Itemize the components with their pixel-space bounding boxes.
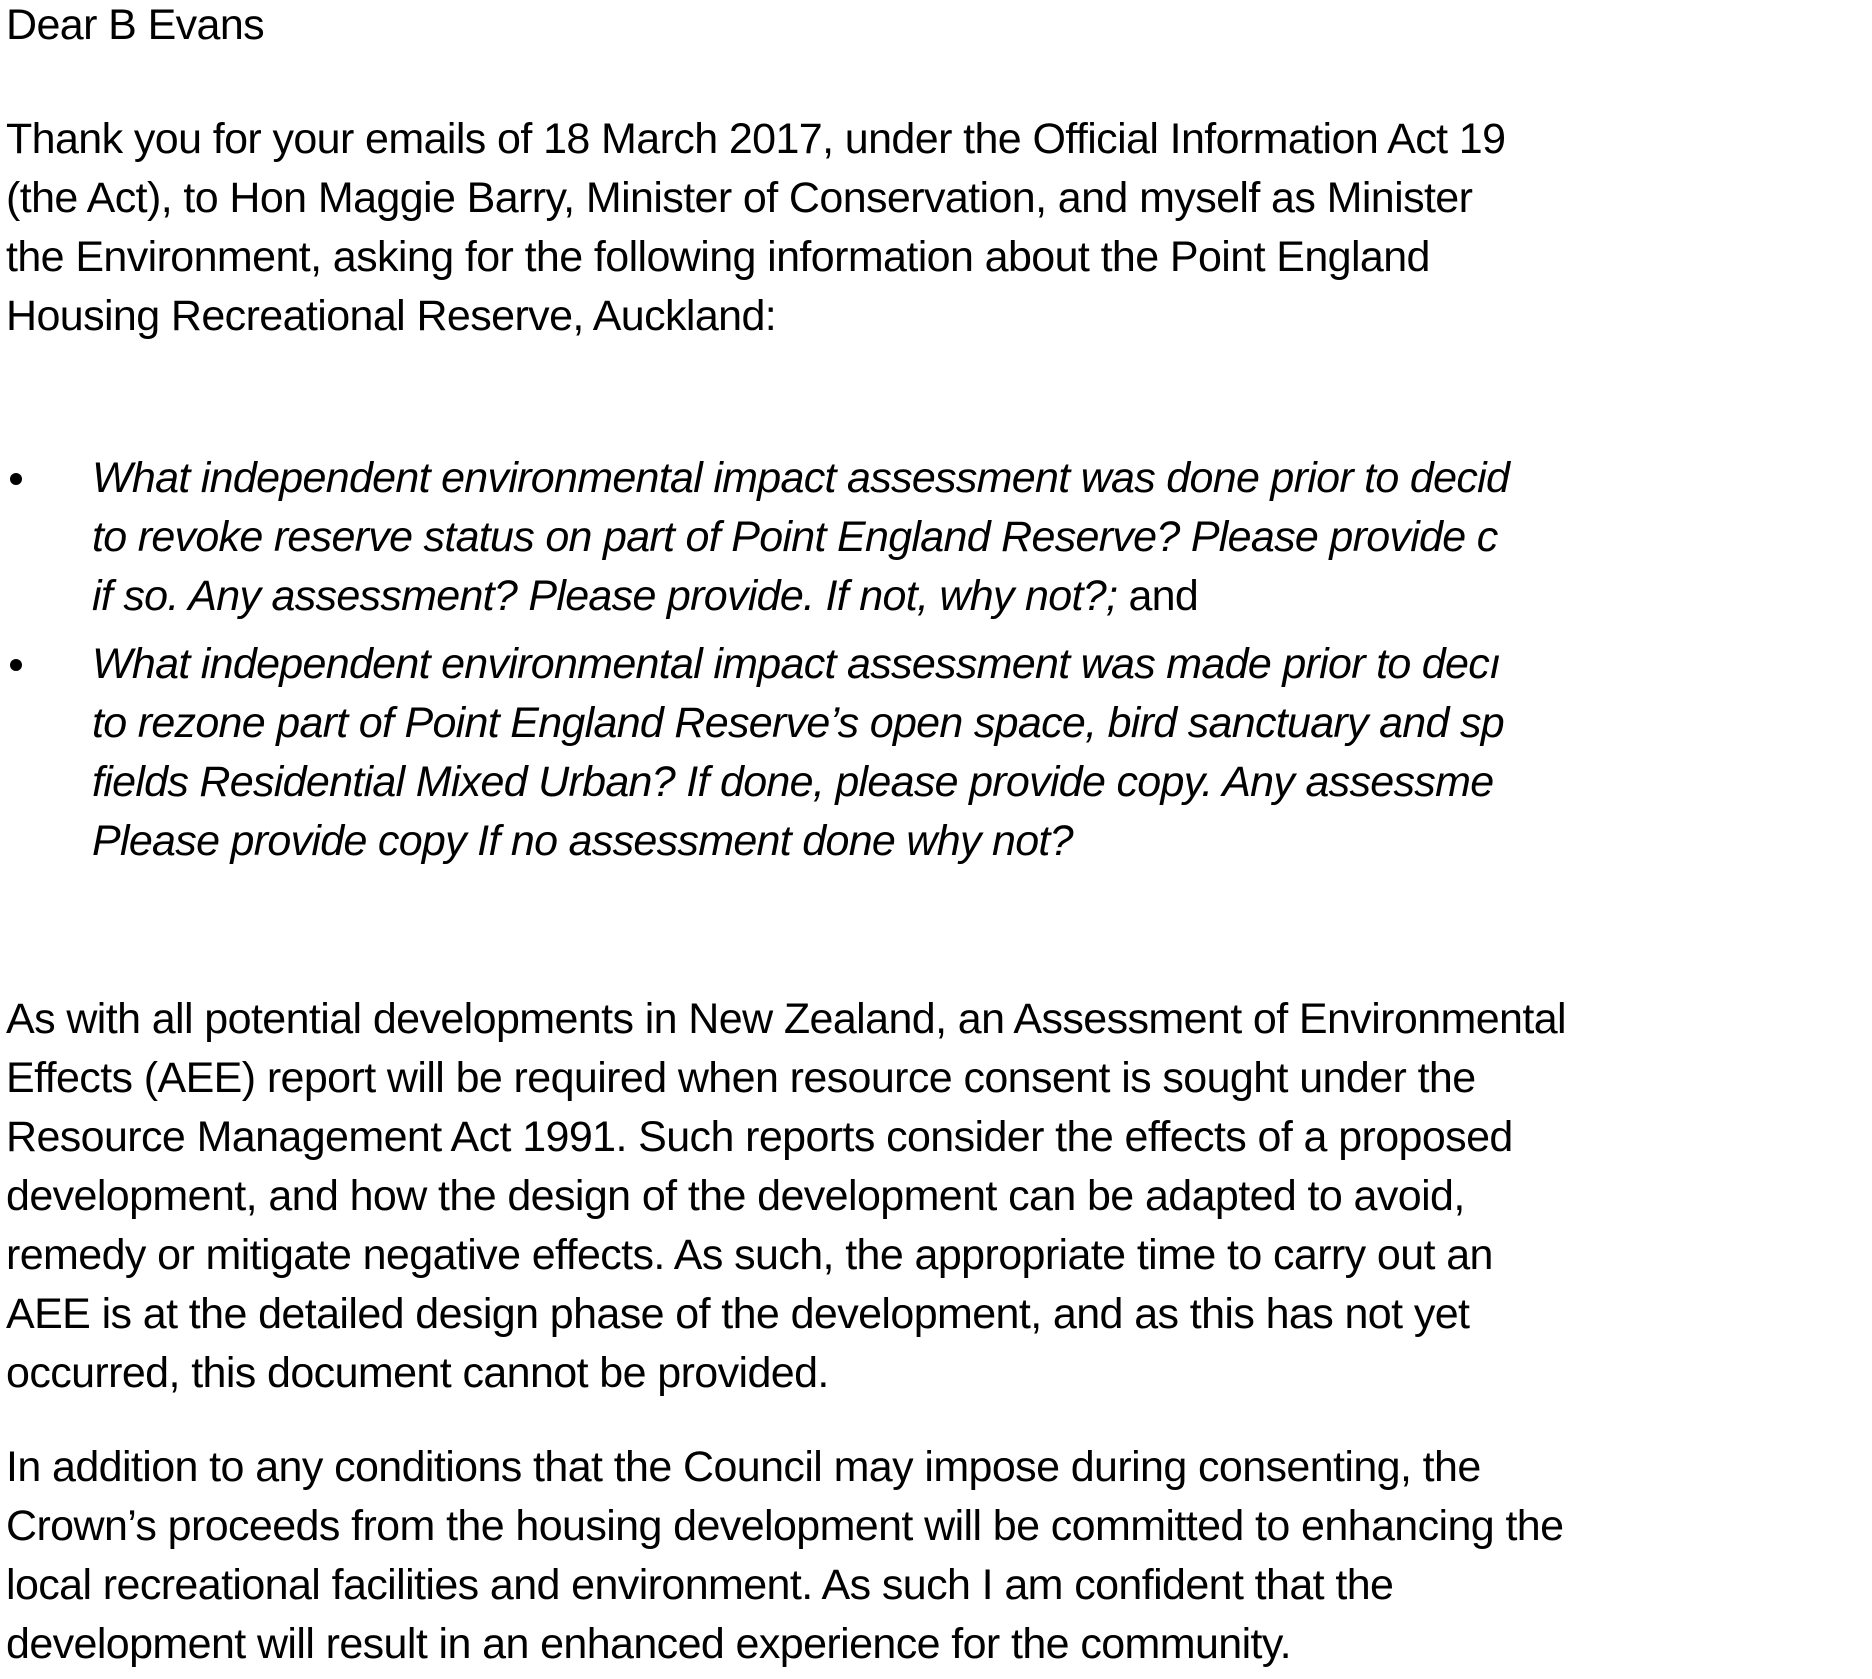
- aee-paragraph: [6, 990, 1566, 1403]
- addition-paragraph: [6, 1438, 1563, 1674]
- request-text: [92, 449, 1509, 626]
- intro-line: Housing Recreational Reserve, Auckland:: [6, 292, 777, 340]
- aee-line: As with all potential developments in New Zealand, an Assessment of Environmental: [6, 995, 1566, 1043]
- addition-line: local recreational facilities and environment. As such I am confident that the: [6, 1561, 1394, 1609]
- intro-line: (the Act), to Hon Maggie Barry, Minister of Conservation, and myself as Minister: [6, 174, 1473, 222]
- aee-line: Effects (AEE) report will be required when resource consent is sought under the: [6, 1054, 1476, 1102]
- request-item: [0, 449, 1509, 626]
- request-line: What independent environmental impact assessment was done prior to decid: [92, 454, 1510, 502]
- request-conjunction: and: [1117, 572, 1199, 620]
- addition-line: In addition to any conditions that the Council may impose during consenting, the: [6, 1443, 1481, 1491]
- intro-line: the Environment, asking for the following information about the Point England: [6, 233, 1430, 281]
- bullet-icon: [10, 473, 22, 485]
- aee-line: Resource Management Act 1991. Such reports consider the effects of a proposed: [6, 1113, 1513, 1161]
- intro-line: Thank you for your emails of 18 March 2017, under the Official Information Act 19: [6, 115, 1506, 163]
- bullet-icon: [10, 659, 22, 671]
- request-line: to revoke reserve status on part of Point England Reserve? Please provide c: [92, 513, 1498, 561]
- request-line: to rezone part of Point England Reserve’s open space, bird sanctuary and sp: [92, 699, 1504, 747]
- addition-line: Crown’s proceeds from the housing development will be committed to enhancing the: [6, 1502, 1564, 1550]
- addition-line: development will result in an enhanced experience for the community.: [6, 1620, 1291, 1668]
- request-line: if so. Any assessment? Please provide. If not, why not?;: [92, 572, 1118, 620]
- aee-line: AEE is at the detailed design phase of the development, and as this has not yet: [6, 1290, 1470, 1338]
- request-line: fields Residential Mixed Urban? If done, please provide copy. Any assessme: [92, 758, 1494, 806]
- request-item: [0, 635, 1509, 871]
- aee-line: development, and how the design of the development can be adapted to avoid,: [6, 1172, 1465, 1220]
- intro-paragraph: [6, 110, 1505, 346]
- request-line: What independent environmental impact assessment was made prior to decı: [92, 640, 1501, 688]
- salutation: Dear B Evans: [6, 1, 265, 49]
- request-text: [92, 635, 1509, 871]
- request-line: Please provide copy If no assessment done why not?: [92, 817, 1073, 865]
- aee-line: occurred, this document cannot be provided.: [6, 1349, 829, 1397]
- aee-line: remedy or mitigate negative effects. As such, the appropriate time to carry out an: [6, 1231, 1493, 1279]
- request-list: [0, 449, 1509, 880]
